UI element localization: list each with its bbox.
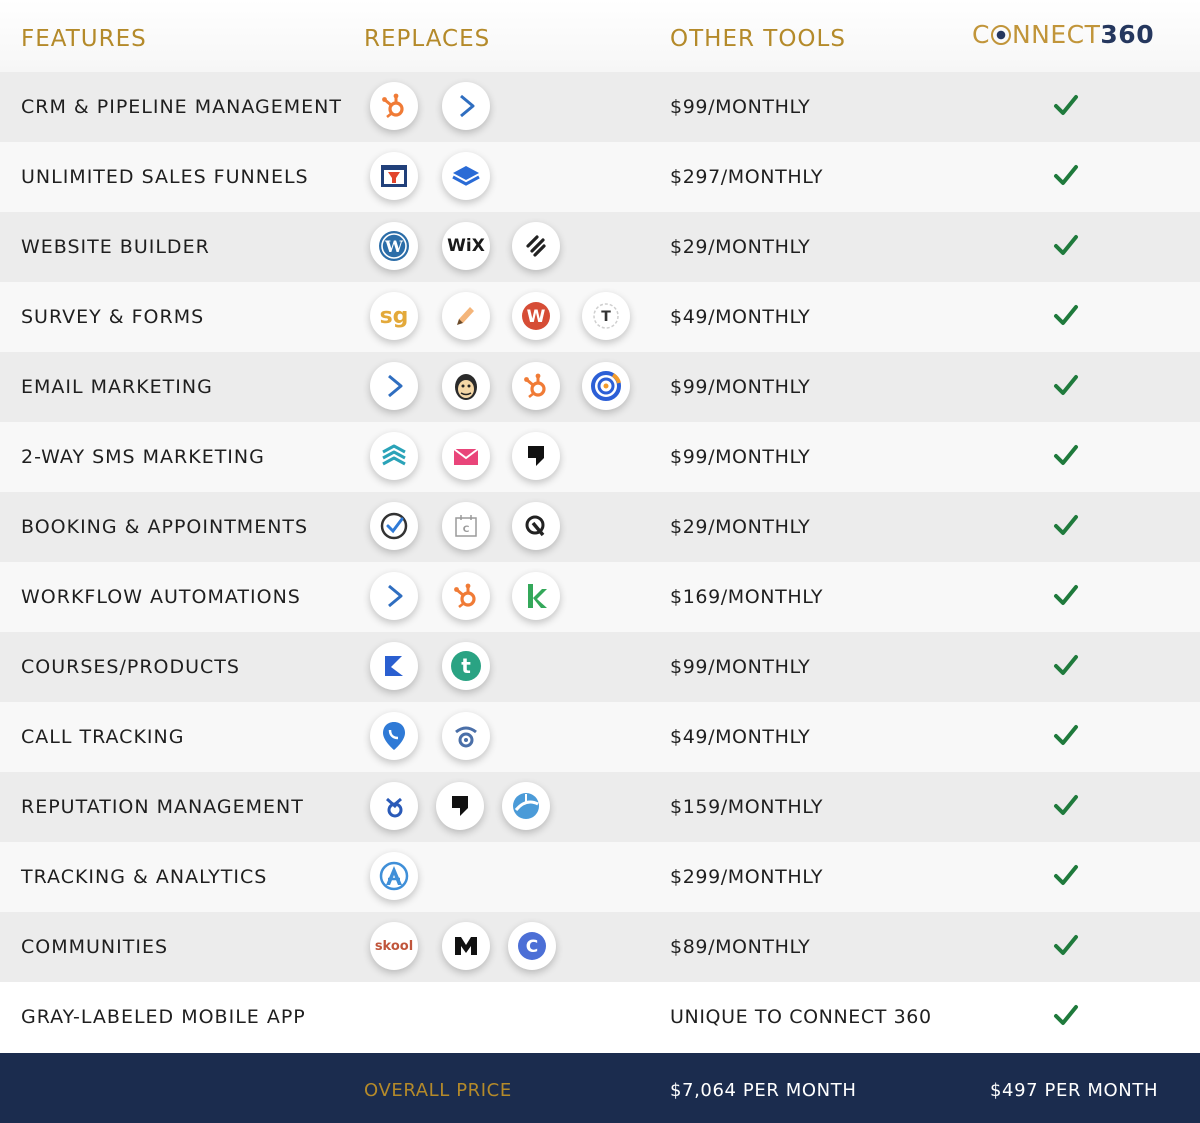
typeform-icon (582, 292, 630, 340)
check-icon (1053, 92, 1079, 118)
mighty-icon (442, 922, 490, 970)
check-icon (1053, 582, 1079, 608)
check-icon (1053, 862, 1079, 888)
feature-label: WEBSITE BUILDER (21, 236, 210, 258)
feature-label: COURSES/PRODUCTS (21, 656, 240, 678)
podium-icon (512, 432, 560, 480)
check-icon (1053, 162, 1079, 188)
overall-price-label: OVERALL PRICE (364, 1080, 512, 1101)
check-icon (1053, 1002, 1079, 1028)
other-tools-price: $29/MONTHLY (670, 516, 811, 538)
circle-letter: C (525, 937, 539, 957)
check-icon (1053, 232, 1079, 258)
activecampaign-icon (442, 82, 490, 130)
layers-icon (442, 152, 490, 200)
hubspot-icon (442, 572, 490, 620)
wordpress-icon (370, 222, 418, 270)
calendar-letter: C (462, 525, 470, 535)
squarespace-icon (512, 222, 560, 270)
analytics-icon (370, 852, 418, 900)
other-tools-price: $49/MONTHLY (670, 726, 811, 748)
table-header (0, 0, 1200, 72)
other-tools-price: $299/MONTHLY (670, 866, 824, 888)
other-tools-column-header: OTHER TOOLS (670, 26, 846, 52)
other-tools-price: $99/MONTHLY (670, 656, 811, 678)
birdeye-icon (370, 782, 418, 830)
simpletexting-icon (370, 432, 418, 480)
keap-icon (512, 572, 560, 620)
replaces-column-header: REPLACES (364, 26, 491, 52)
connect360-logo (972, 20, 1154, 49)
logo-text-360: 360 (1100, 20, 1155, 49)
table-row (0, 842, 1200, 912)
table-row (0, 492, 1200, 562)
surveygizmo-icon: sg (370, 292, 418, 340)
features-column-header: FEATURES (21, 26, 147, 52)
yext-icon (502, 782, 550, 830)
other-tools-total: $7,064 PER MONTH (670, 1080, 857, 1101)
feature-label: CRM & PIPELINE MANAGEMENT (21, 96, 342, 118)
feature-label: COMMUNITIES (21, 936, 169, 958)
jotform-icon (442, 292, 490, 340)
other-tools-price: $169/MONTHLY (670, 586, 824, 608)
hubspot-icon (512, 362, 560, 410)
table-row (0, 702, 1200, 772)
other-tools-price: $89/MONTHLY (670, 936, 811, 958)
podium-icon (436, 782, 484, 830)
feature-label: WORKFLOW AUTOMATIONS (21, 586, 301, 608)
callrail-icon (370, 712, 418, 760)
activecampaign-icon (370, 362, 418, 410)
table-row (0, 632, 1200, 702)
check-icon (1053, 792, 1079, 818)
check-icon (1053, 512, 1079, 538)
check-icon (1053, 722, 1079, 748)
feature-label: CALL TRACKING (21, 726, 185, 748)
clickfunnels-icon (370, 152, 418, 200)
constant-contact-icon (582, 362, 630, 410)
circle-icon (508, 922, 556, 970)
table-row (0, 282, 1200, 352)
other-tools-price: $99/MONTHLY (670, 446, 811, 468)
acuity-icon (512, 502, 560, 550)
calendly-icon (370, 502, 418, 550)
comparison-table (0, 72, 1200, 1052)
table-row (0, 772, 1200, 842)
table-row (0, 212, 1200, 282)
check-icon (1053, 372, 1079, 398)
check-icon (1053, 652, 1079, 678)
mailchimp-icon (442, 362, 490, 410)
other-tools-price: $99/MONTHLY (670, 96, 811, 118)
other-tools-price: $29/MONTHLY (670, 236, 811, 258)
wufoo-letter: W (526, 307, 546, 327)
logo-letter-c: C (972, 20, 990, 49)
other-tools-price: $49/MONTHLY (670, 306, 811, 328)
table-row (0, 72, 1200, 142)
feature-label: BOOKING & APPOINTMENTS (21, 516, 309, 538)
feature-label: GRAY-LABELED MOBILE APP (21, 1006, 306, 1028)
table-row (0, 422, 1200, 492)
feature-label: 2-WAY SMS MARKETING (21, 446, 265, 468)
table-row (0, 352, 1200, 422)
teachable-letter: t (461, 654, 471, 678)
table-row (0, 982, 1200, 1052)
wufoo-icon (512, 292, 560, 340)
feature-label: REPUTATION MANAGEMENT (21, 796, 304, 818)
feature-label: SURVEY & FORMS (21, 306, 205, 328)
svg-text:W: W (385, 237, 403, 256)
other-tools-price: UNIQUE TO CONNECT 360 (670, 1006, 932, 1028)
other-tools-price: $99/MONTHLY (670, 376, 811, 398)
table-row (0, 142, 1200, 212)
skool-icon: skool (370, 922, 418, 970)
feature-label: UNLIMITED SALES FUNNELS (21, 166, 309, 188)
calendar-icon (442, 502, 490, 550)
connect360-total: $497 PER MONTH (990, 1080, 1159, 1101)
total-price-bar (0, 1053, 1200, 1123)
feature-label: EMAIL MARKETING (21, 376, 213, 398)
table-row (0, 562, 1200, 632)
wix-icon: WiX (442, 222, 490, 270)
activecampaign-icon (370, 572, 418, 620)
check-icon (1053, 932, 1079, 958)
table-row (0, 912, 1200, 982)
phone-icon (442, 712, 490, 760)
hubspot-icon (370, 82, 418, 130)
teachable-icon (442, 642, 490, 690)
logo-text-nnect: NNECT (1011, 20, 1101, 49)
logo-gear-icon (991, 25, 1011, 45)
check-icon (1053, 442, 1079, 468)
check-icon (1053, 302, 1079, 328)
typeform-letter: T (601, 309, 611, 325)
other-tools-price: $297/MONTHLY (670, 166, 824, 188)
kajabi-icon (370, 642, 418, 690)
feature-label: TRACKING & ANALYTICS (21, 866, 268, 888)
other-tools-price: $159/MONTHLY (670, 796, 824, 818)
envelope-icon (442, 432, 490, 480)
